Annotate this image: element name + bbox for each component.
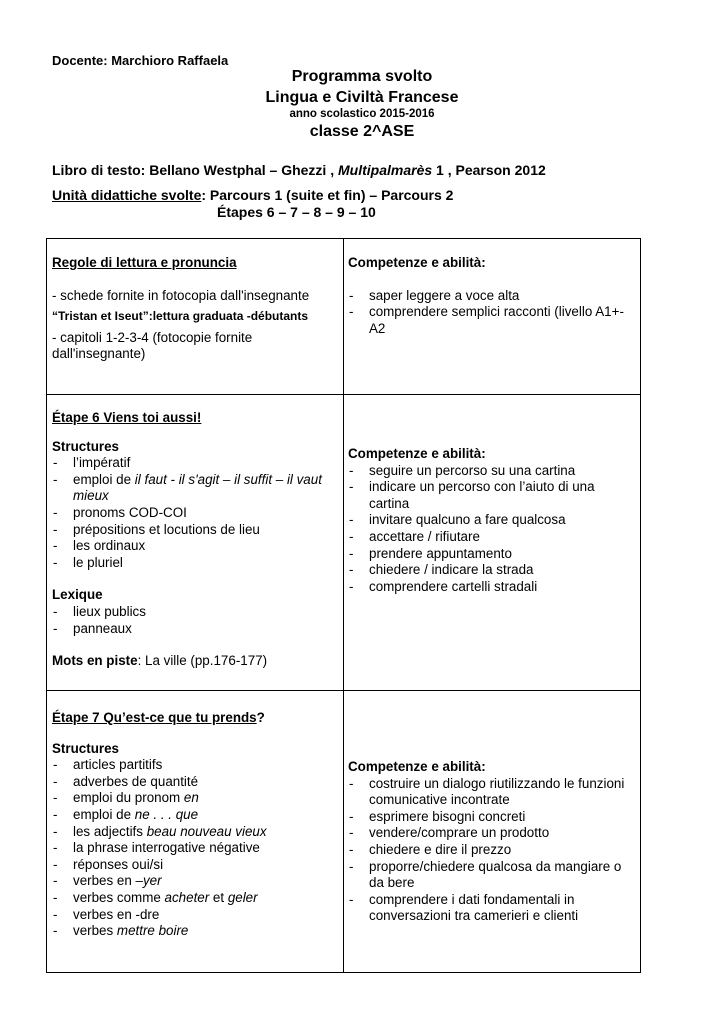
row1-item2: “Tristan et Iseut”:lettura graduata -débutants <box>52 309 309 324</box>
row3-right-cell <box>344 691 641 973</box>
title-materia: Lingua e Civiltà Francese <box>265 89 459 106</box>
mots-en-piste: Mots en piste: La ville (pp.176-177) <box>52 653 268 669</box>
row2-left-cell <box>47 395 344 691</box>
program-table <box>46 238 641 973</box>
list-item: - chiedere / indicare la strada <box>349 562 534 578</box>
title-programma: Programma svolto <box>291 68 433 85</box>
row3-competenze-title: Competenze e abilità: <box>348 759 486 774</box>
list-item: - panneaux <box>53 620 132 636</box>
list-item: - costruire un dialogo riutilizzando le funzioni comunicative incontrate <box>349 775 625 808</box>
list-item: - les ordinaux <box>53 538 146 554</box>
list-item: - emploi de ne . . . que <box>53 806 199 822</box>
structures-label: Structures <box>52 740 119 756</box>
classe: classe 2^ASE <box>309 123 415 140</box>
list-item: - emploi de il faut - il s'agit – il suffit – il vaut mieux <box>53 471 322 504</box>
list-item: - la phrase interrogative négative <box>53 840 260 856</box>
libro-label: Libro di testo: Bellano Westphal – Ghezzi , <box>52 162 338 178</box>
list-item: - articles partitifs <box>53 757 163 773</box>
unita-line1: : Parcours 1 (suite et fin) – Parcours 2 <box>201 187 454 203</box>
row1-right-cell <box>344 239 641 395</box>
list-item: - proporre/chiedere qualcosa da mangiare o da bere <box>349 858 622 891</box>
unita-label: Unità didattiche svolte <box>52 187 202 203</box>
row1-competenze-title: Competenze e abilità: <box>348 255 486 270</box>
docente: Docente: Marchioro Raffaela <box>52 53 229 68</box>
row3-left-cell <box>47 691 344 973</box>
unita-etapes: Étapes 6 – 7 – 8 – 9 – 10 <box>217 204 376 220</box>
list-item: - verbes mettre boire <box>53 923 189 939</box>
list-item: - emploi du pronom en <box>53 790 199 806</box>
list-item: - prépositions et locutions de lieu <box>53 521 260 537</box>
libro-title: Multipalmarès <box>338 162 433 178</box>
list-item: - invitare qualcuno a fare qualcosa <box>349 512 566 528</box>
list-item: - saper leggere a voce alta <box>349 287 520 303</box>
row1-title: Regole di lettura e pronuncia <box>52 255 237 270</box>
list-item: - verbes en -dre <box>53 906 160 922</box>
list-item: - indicare un percorso con l’aiuto di una cartina <box>349 479 595 511</box>
table-row <box>47 395 641 691</box>
list-item: - les adjectifs beau nouveau vieux <box>53 823 267 839</box>
list-item: - l’impératif <box>53 455 131 471</box>
list-item: - seguire un percorso su una cartina <box>349 462 576 478</box>
list-item: - lieux publics <box>53 603 146 619</box>
list-item: - verbes en –yer <box>53 873 162 889</box>
list-item: - chiedere e dire il prezzo <box>349 841 512 857</box>
row1-item1: - schede fornite in fotocopia dall'insegnante <box>52 287 310 303</box>
list-item: - verbes comme acheter et geler <box>53 889 258 905</box>
list-item: - comprendere semplici racconti (livello A1+-A2 <box>349 304 624 336</box>
unita-didattiche <box>52 187 453 203</box>
etape6-title: Étape 6 Viens toi aussi! <box>52 410 202 425</box>
list-item: - comprendere i dati fondamentali in conversazioni tra camerieri e clienti <box>349 891 579 924</box>
libro-rest: 1 , Pearson 2012 <box>432 162 546 178</box>
row1-item3b: dall'insegnante) <box>52 346 146 362</box>
lexique-label: Lexique <box>52 587 103 603</box>
list-item: - le pluriel <box>53 554 123 570</box>
list-item: - esprimere bisogni concreti <box>349 808 526 824</box>
list-item: - réponses oui/si <box>53 856 164 872</box>
row1-left-cell <box>47 239 344 395</box>
row2-competenze-title: Competenze e abilità: <box>348 446 486 461</box>
list-item: - adverbes de quantité <box>53 773 199 789</box>
libro-di-testo <box>52 162 546 178</box>
etape7-title: Étape 7 Qu’est-ce que tu prends? <box>52 710 265 725</box>
list-item: - prendere appuntamento <box>349 545 512 561</box>
table-row <box>47 691 641 973</box>
row2-right-cell <box>344 395 641 691</box>
list-item: - accettare / rifiutare <box>349 528 480 544</box>
list-item: - pronoms COD-COI <box>53 504 187 520</box>
table-row <box>47 239 641 395</box>
row1-item3a: - capitoli 1-2-3-4 (fotocopie fornite <box>52 329 253 345</box>
structures-label: Structures <box>52 438 119 454</box>
anno-scolastico: anno scolastico 2015-2016 <box>289 108 435 120</box>
list-item: - comprendere cartelli stradali <box>349 578 538 594</box>
list-item: - vendere/comprare un prodotto <box>349 825 550 841</box>
